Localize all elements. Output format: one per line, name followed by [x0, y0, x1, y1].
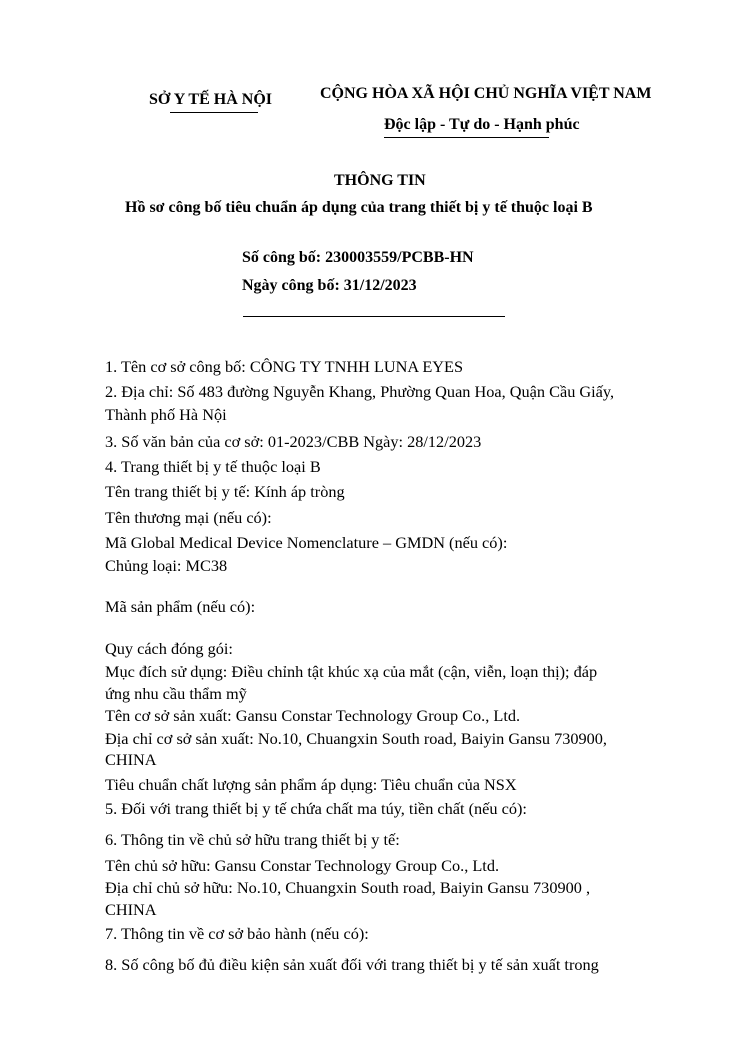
item-2-address-cont: Thành phố Hà Nội	[105, 405, 227, 424]
intended-use: Mục đích sử dụng: Điều chỉnh tật khúc xạ của mắt (cận, viễn, loạn thị); đáp	[105, 662, 598, 681]
manufacturer-address-cont: CHINA	[105, 750, 157, 769]
item-4-device-class: 4. Trang thiết bị y tế thuộc loại B	[105, 457, 321, 476]
device-type: Chủng loại: MC38	[105, 556, 228, 575]
document-subtitle: Hồ sơ công bố tiêu chuẩn áp dụng của trang thiết bị y tế thuộc loại B	[125, 199, 593, 216]
owner-address: Địa chỉ chủ sở hữu: No.10, Chuangxin South road, Baiyin Gansu 730900 ,	[105, 878, 591, 897]
owner-name: Tên chủ sở hữu: Gansu Constar Technology Group Co., Ltd.	[105, 856, 500, 875]
item-2-address: 2. Địa chỉ: Số 483 đường Nguyễn Khang, Phường Quan Hoa, Quận Cầu Giấy,	[105, 382, 615, 401]
intended-use-cont: ứng nhu cầu thẩm mỹ	[105, 684, 247, 703]
device-name: Tên trang thiết bị y tế: Kính áp tròng	[105, 482, 345, 501]
motto-underline	[384, 137, 549, 138]
item-7-warranty: 7. Thông tin về cơ sở bảo hành (nếu có):	[105, 924, 369, 943]
country-heading: CỘNG HÒA XÃ HỘI CHỦ NGHĨA VIỆT NAM	[320, 85, 652, 102]
product-code: Mã sản phẩm (nếu có):	[105, 597, 256, 616]
announcement-number: Số công bố: 230003559/PCBB-HN	[242, 249, 474, 266]
item-3-document-number: 3. Số văn bản của cơ sở: 01-2023/CBB Ngày: 28/12/2023	[105, 432, 482, 451]
announcement-date: Ngày công bố: 31/12/2023	[242, 277, 417, 294]
item-1-announcer: 1. Tên cơ sở công bố: CÔNG TY TNHH LUNA EYES	[105, 357, 464, 376]
authority-underline	[170, 112, 258, 113]
issuing-authority: SỞ Y TẾ HÀ NỘI	[149, 91, 272, 108]
manufacturer-address: Địa chỉ cơ sở sản xuất: No.10, Chuangxin South road, Baiyin Gansu 730900,	[105, 729, 607, 748]
national-motto: Độc lập - Tự do - Hạnh phúc	[384, 116, 580, 133]
quality-standard: Tiêu chuẩn chất lượng sản phẩm áp dụng: Tiêu chuẩn của NSX	[105, 775, 517, 794]
trade-name: Tên thương mại (nếu có):	[105, 508, 272, 527]
owner-address-cont: CHINA	[105, 900, 157, 919]
packaging-spec: Quy cách đóng gói:	[105, 639, 233, 658]
gmdn-code: Mã Global Medical Device Nomenclature – GMDN (nếu có):	[105, 533, 508, 552]
item-6-owner-info: 6. Thông tin về chủ sở hữu trang thiết bị y tế:	[105, 830, 400, 849]
item-5-narcotics: 5. Đối với trang thiết bị y tế chứa chất ma túy, tiền chất (nếu có):	[105, 799, 527, 818]
document-title: THÔNG TIN	[334, 172, 426, 189]
item-8-manufacturing-eligibility: 8. Số công bố đủ điều kiện sản xuất đối với trang thiết bị y tế sản xuất trong	[105, 955, 599, 974]
title-divider	[243, 316, 505, 317]
manufacturer-name: Tên cơ sở sản xuất: Gansu Constar Technology Group Co., Ltd.	[105, 706, 521, 725]
